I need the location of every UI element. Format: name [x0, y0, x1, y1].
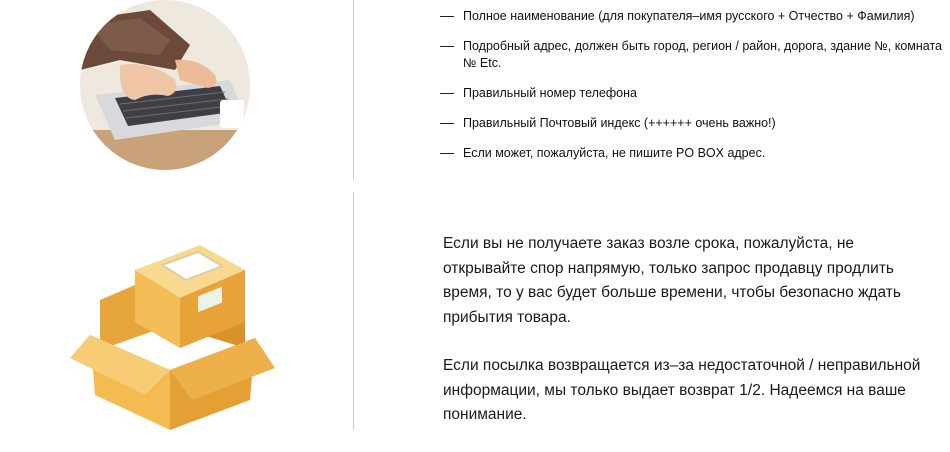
- list-item-text: Правильный Почтовый индекс (++++++ очень важно!): [463, 116, 776, 130]
- dash-bullet-icon: [440, 93, 454, 94]
- list-item: [437, 85, 942, 102]
- notice-paragraph-refund: Если посылка возвращается из–за недостаточной / неправильной информации, мы только выдает возврат 1/2. Надеемся на ваше понимание.: [443, 357, 921, 423]
- dash-bullet-icon: [440, 16, 454, 17]
- list-item-text: Подробный адрес, должен быть город, регион / район, дорога, здание №, комната № Etc.: [463, 39, 942, 70]
- list-item-text: Правильный номер телефона: [463, 86, 637, 100]
- notice-paragraph-extension: Если вы не получаете заказ возле срока, пожалуйста, не открывайте спор напрямую, только запрос продавцу продлить время, то у вас будет больше времени, чтобы безопасно ждать прибытия товара.: [443, 235, 901, 326]
- list-item: [437, 38, 942, 72]
- list-item: [437, 8, 942, 25]
- dash-bullet-icon: [440, 46, 454, 47]
- dash-bullet-icon: [440, 153, 454, 154]
- list-item-text: Полное наименование (для покупателя–имя русского + Отчество + Фамилия): [463, 9, 915, 23]
- list-item: [437, 115, 942, 132]
- vertical-divider-top: [353, 0, 354, 180]
- dash-bullet-icon: [440, 123, 454, 124]
- list-item: [437, 145, 942, 162]
- list-item-text: Если может, пожалуйста, не пишите PO BOX адрес.: [463, 146, 766, 160]
- delivery-notice: [443, 232, 923, 452]
- vertical-divider-bottom: [353, 192, 354, 430]
- address-requirements-list: [437, 8, 942, 175]
- laptop-typing-photo: [80, 0, 250, 170]
- open-box-icon: [70, 230, 275, 430]
